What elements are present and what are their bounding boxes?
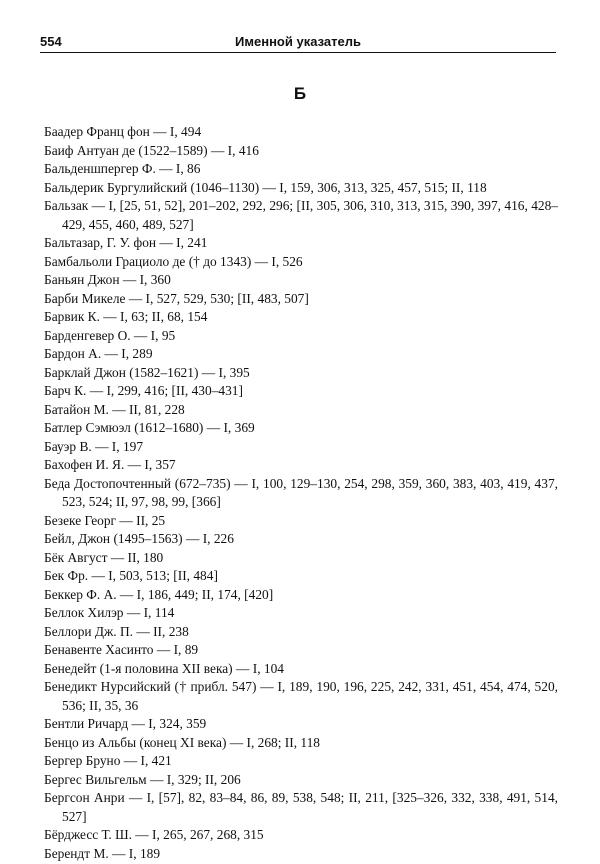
index-entry: Батайон М. — II, 81, 228	[44, 401, 185, 417]
index-entry: Баиф Антуан де (1522–1589) — I, 416	[44, 142, 259, 158]
index-entry: Баадер Франц фон — I, 494	[44, 124, 202, 139]
index-entry: Бергер Бруно — I, 421	[44, 753, 172, 768]
index-entry: Бенедейт (1-я половина XII века) — I, 104	[44, 660, 284, 676]
page-header	[40, 34, 556, 52]
page-number: 554	[40, 34, 62, 49]
index-entry: Безеке Георг — II, 25	[44, 512, 166, 528]
running-title: Именной указатель	[235, 34, 361, 49]
index-entry: Бентли Ричард — I, 324, 359	[44, 716, 207, 731]
index-entry: Бальтазар, Г. У. фон — I, 241	[44, 235, 208, 250]
index-entry: Бальденшпергер Ф. — I, 86	[44, 161, 201, 176]
index-entry: Бергес Вильгельм — I, 329; II, 206	[44, 771, 241, 787]
header-rule	[40, 52, 556, 53]
index-entry: Бёк Август — II, 180	[44, 549, 164, 565]
index-entry: Бальдерик Бургулийский (1046–1130) — I, 159, 306, 313, 325, 457, 515; II, 118	[44, 179, 487, 195]
index-entry: Беллори Дж. П. — II, 238	[44, 623, 189, 639]
index-entry: Барденгевер О. — I, 95	[44, 327, 176, 343]
index-entry: Батлер Сэмюэл (1612–1680) — I, 369	[44, 420, 255, 435]
index-entry: Бергсон Анри — I, [57], 82, 83–84, 86, 89, 538, 548; II, 211, [325–326, 332, 338, 491, 514, 527]	[44, 790, 558, 824]
index-entry: Барч К. — I, 299, 416; [II, 430–431]	[44, 383, 243, 398]
index-entry: Беккер Ф. А. — I, 186, 449; II, 174, [420]	[44, 586, 274, 602]
section-letter: Б	[293, 84, 307, 103]
index-entry: Бауэр В. — I, 197	[44, 438, 144, 454]
index-entry: Бамбальоли Грациоло де († до 1343) — I, 526	[44, 253, 303, 269]
index-entry: Беллок Хилэр — I, 114	[44, 605, 175, 620]
index-entry: Бёрджесс Т. Ш. — I, 265, 267, 268, 315	[44, 827, 264, 842]
index-entry: Барклай Джон (1582–1621) — I, 395	[44, 364, 250, 380]
index-entry: Баньян Джон — I, 360	[44, 272, 171, 287]
index-entry: Бек Фр. — I, 503, 513; [II, 484]	[44, 568, 218, 583]
index-entry: Бенедикт Нурсийский († прибл. 547) — I, 189, 190, 196, 225, 242, 331, 451, 454, 474, 520, 536; II, 35, 36	[44, 679, 558, 713]
index-entry: Бейл, Джон (1495–1563) — I, 226	[44, 531, 234, 546]
index-entry: Бенцо из Альбы (конец XI века) — I, 268; II, 118	[44, 734, 320, 750]
index-entry: Бенавенте Хасинто — I, 89	[44, 642, 199, 657]
index-entry: Бардон А. — I, 289	[44, 346, 153, 361]
index-entries	[44, 123, 558, 863]
index-entry: Бахофен И. Я. — I, 357	[44, 457, 176, 472]
index-entry: Барби Микеле — I, 527, 529, 530; [II, 483, 507]	[44, 290, 309, 306]
index-entry: Берендт М. — I, 189	[44, 845, 161, 861]
index-entry: Беда Достопочтенный (672–735) — I, 100, 129–130, 254, 298, 359, 360, 383, 403, 419, 437, 523, 524; II, 97, 98, 99, [366]	[44, 475, 558, 509]
index-entry: Бальзак — I, [25, 51, 52], 201–202, 292, 296; [II, 305, 306, 310, 313, 315, 390, 397, 416, 428–429, 455, 460, 489, 527]	[44, 198, 558, 232]
index-entry: Барвик К. — I, 63; II, 68, 154	[44, 309, 208, 324]
